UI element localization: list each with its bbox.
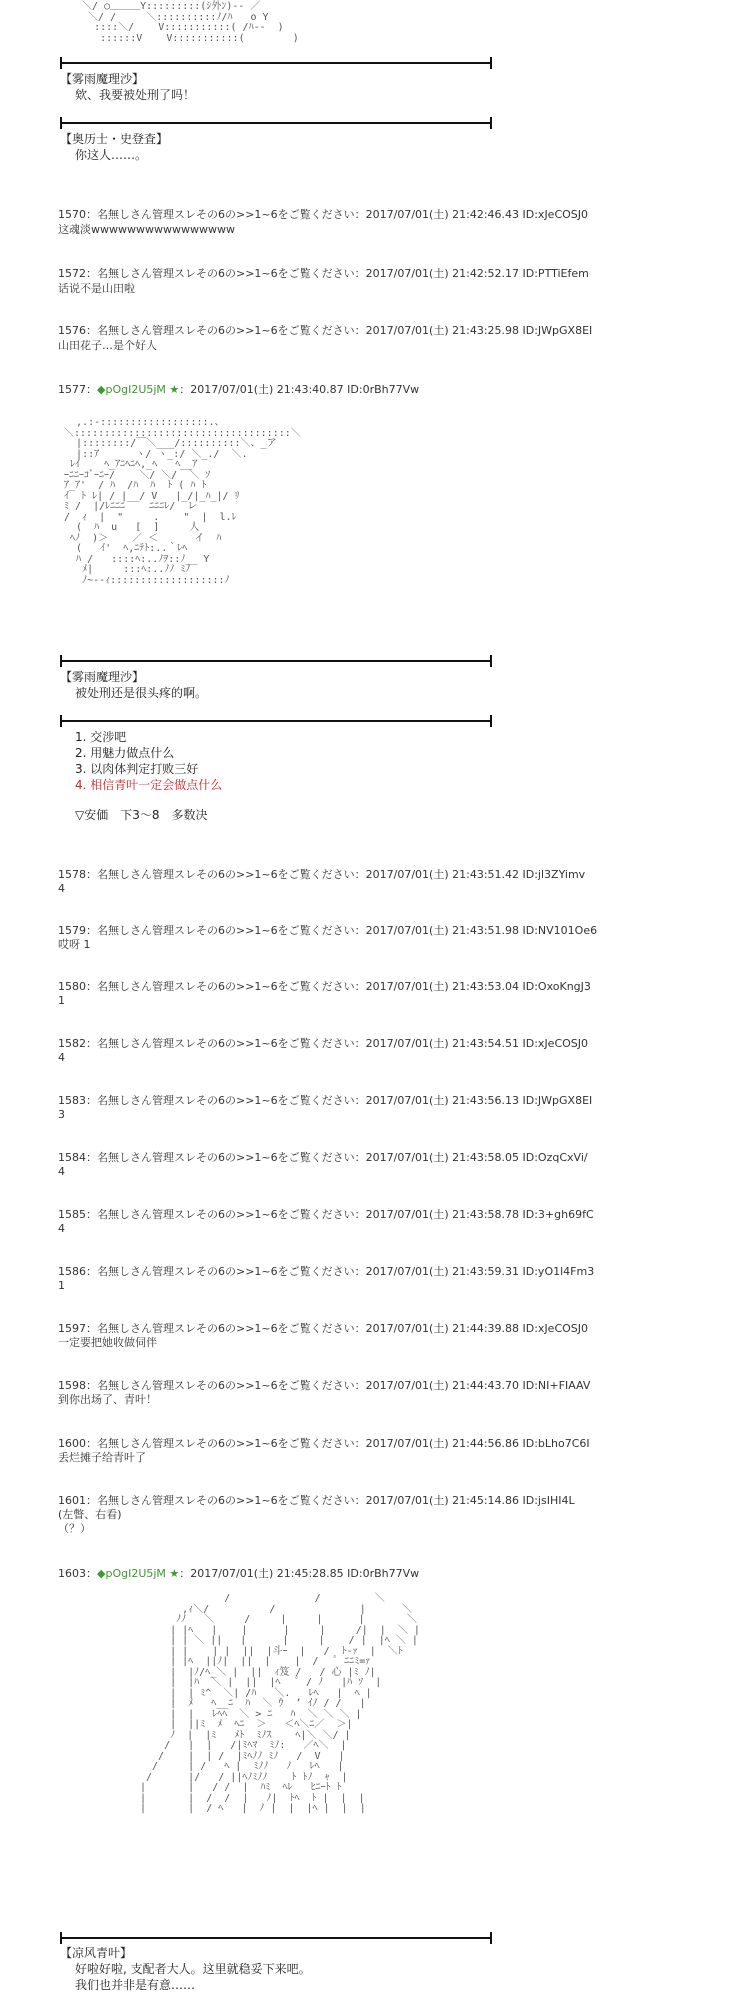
dialogue-line: 被处刑还是很头疼的啊。 xyxy=(75,686,208,700)
speaker-name: 【雾雨魔理沙】 xyxy=(60,72,145,86)
star-icon: ★ xyxy=(169,1567,180,1580)
post-header: 1578：名無しさん管理スレその6の>>1~6をご覧ください：2017/07/01(土) 21:43:51.42 ID:jl3ZYimv xyxy=(58,868,586,881)
author-trip: ◆pOgI2U5jM xyxy=(97,1567,166,1580)
post-header: 1586：名無しさん管理スレその6の>>1~6をご覧ください：2017/07/01(土) 21:43:59.31 ID:yO1l4Fm3 xyxy=(58,1265,595,1278)
speaker-name: 【奥历士・史登査】 xyxy=(60,132,169,146)
choice-item: 1. 交涉吧 xyxy=(75,730,127,744)
choice-item: 2. 用魅力做点什么 xyxy=(75,746,175,760)
divider-4 xyxy=(60,720,492,722)
post-header: 1585：名無しさん管理スレその6の>>1~6をご覧ください：2017/07/01(土) 21:43:58.78 ID:3+gh69fC xyxy=(58,1208,594,1221)
post-meta: ：2017/07/01(土) 21:43:40.87 ID:0rBh77Vw xyxy=(179,383,420,396)
post-body: 4 xyxy=(58,882,65,895)
ascii-art-top: ＼/ ○＿＿＿Y:::::::::(ｼ外ﾝ)-- ／ ＼/ / ＼::::::::::ﾉ/ﾊ o Y ::::＼/ V:::::::::::( /ﾊ-- ) ::::::V V:::::::::::( ) xyxy=(82,1,299,44)
author-post-header xyxy=(58,383,419,397)
post-body: 4 xyxy=(58,1222,65,1235)
post-header: 1600：名無しさん管理スレその6の>>1~6をご覧ください：2017/07/01(土) 21:44:56.86 ID:bLho7C6I xyxy=(58,1437,590,1450)
post-body: 话说不是山田啦 xyxy=(58,282,135,295)
post-body: (左瞥、右看) xyxy=(58,1508,122,1521)
post-body: 丢烂摊子给青叶了 xyxy=(58,1451,146,1464)
post-body: 1 xyxy=(58,994,65,1007)
speaker-name: 【凉风青叶】 xyxy=(60,1946,133,1960)
post-header: 1576：名無しさん管理スレその6の>>1~6をご覧ください：2017/07/01(土) 21:43:25.98 ID:JWpGX8EI xyxy=(58,324,593,337)
post-body: 4 xyxy=(58,1165,65,1178)
post-header: 1579：名無しさん管理スレその6の>>1~6をご覧ください：2017/07/01(土) 21:43:51.98 ID:NV101Oe6 xyxy=(58,924,598,937)
post-header: 1583：名無しさん管理スレその6の>>1~6をご覧ください：2017/07/01(土) 21:43:56.13 ID:JWpGX8EI xyxy=(58,1094,593,1107)
speaker-name: 【雾雨魔理沙】 xyxy=(60,670,145,684)
divider-1 xyxy=(60,62,492,64)
post-body: 一定要把她收做伺伴 xyxy=(58,1336,157,1349)
divider-3 xyxy=(60,660,492,662)
ascii-art-aoba: / / ＼ ,ｨ＼/ / | ＼ ﾉﾉ ＼ / | | | ＼ | |ﾍ | | | | /| | ＼ | | | ＼ || | | | / | |ﾍ ＼ | | | | | || |斗ｰ | / ﾄ-ｧ | ＼ﾄ | |ﾍ ||ﾉ| || | | / ﾟ ﾆﾆﾐ=ｧ | |ﾉ/ﾍ_＼ | || ｨ笈 / / 心 |ﾐ ﾉ| | |ﾊ ＼ | || |ﾍ ﾟ / ﾉ |ﾊ ｿ | | | ﾐ^ ＼| /ﾊ ＼. ﾚﾍ | ﾍ | | ﾒ ﾍ__ﾆ ﾊ ＼ ｳ ’ ｲﾉ / / | | | ﾚﾍﾍ ＼ > ﾆ ﾊ ＼ ＼ ＼ | | ||ﾐ ﾒ ﾍﾆ ＞ ＜ﾍ＼ﾆ／ ＞| ﾉ | |ﾐ ﾒﾄ ﾐﾉｽ ﾍ|＼ ＼/ | / | | /|ﾐﾍﾏ ﾐﾉ: ／ﾍ＼ | / | | / |ﾐﾍﾉﾉ ﾐﾉ / V | / | / ﾍ | ﾐﾉﾉ ﾉ ﾚﾍ | / |/ / ||ﾍﾉﾐﾉﾉ ﾄ ﾄﾉ ｬ | | | / / | ﾊﾐ ﾍﾚ ﾋﾆｰﾄ ﾄ | | / / | ﾉ| ﾄﾍ ﾄ | | | | | / ﾍ | ﾉ | | |ﾍ | | | xyxy=(140,1593,420,1814)
post-body: 哎呀 1 xyxy=(58,938,91,951)
choice-item-highlighted: 4. 相信青叶一定会做点什么 xyxy=(75,778,223,792)
post-body: 3 xyxy=(58,1108,65,1121)
author-post-header xyxy=(58,1567,419,1581)
post-body: 4 xyxy=(58,1051,65,1064)
post-header: 1584：名無しさん管理スレその6の>>1~6をご覧ください：2017/07/01(土) 21:43:58.05 ID:OzqCxVi/ xyxy=(58,1151,588,1164)
post-header: 1570：名無しさん管理スレその6の>>1~6をご覧ください：2017/07/01(土) 21:42:46.43 ID:xJeCOSJ0 xyxy=(58,208,589,221)
post-header: 1582：名無しさん管理スレその6の>>1~6をご覧ください：2017/07/01(土) 21:43:54.51 ID:xJeCOSJ0 xyxy=(58,1037,589,1050)
divider-5 xyxy=(60,1937,492,1939)
dialogue-line: 好啦好啦, 支配者大人。这里就稳妥下来吧。 xyxy=(75,1962,311,1976)
dialogue-line: 欸、我要被处刑了吗！ xyxy=(75,88,196,102)
post-body: 这魂淡wwwwwwwwwwwwwwww xyxy=(58,223,235,236)
post-meta: ：2017/07/01(土) 21:45:28.85 ID:0rBh77Vw xyxy=(179,1567,420,1580)
post-number: 1603： xyxy=(58,1567,97,1580)
post-body-line-2: （？） xyxy=(58,1522,91,1535)
post-header: 1598：名無しさん管理スレその6の>>1~6をご覧ください：2017/07/01(土) 21:44:43.70 ID:NI+FIAAV xyxy=(58,1379,591,1392)
dialogue-line-2: 我们也并非是有意…… xyxy=(75,1978,196,1992)
post-body: 1 xyxy=(58,1279,65,1292)
post-body: 山田花子…是个好人 xyxy=(58,339,157,352)
post-header: 1580：名無しさん管理スレその6の>>1~6をご覧ください：2017/07/01(土) 21:43:53.04 ID:OxoKngJ3 xyxy=(58,980,591,993)
dialogue-line: 你这人……。 xyxy=(75,148,148,162)
author-trip: ◆pOgI2U5jM xyxy=(97,383,166,396)
post-header: 1597：名無しさん管理スレその6の>>1~6をご覧ください：2017/07/01(土) 21:44:39.88 ID:xJeCOSJ0 xyxy=(58,1322,589,1335)
divider-2 xyxy=(60,122,492,124)
post-body: 到你出场了、青叶！ xyxy=(58,1393,157,1406)
vote-instruction: ▽安価 下3～8 多数决 xyxy=(75,808,208,822)
post-header: 1572：名無しさん管理スレその6の>>1~6をご覧ください：2017/07/01(土) 21:42:52.17 ID:PTTiEfem xyxy=(58,267,589,280)
ascii-art-marisa: ,.:-::::::::::::::::::.、 ＼::::::::::::::::::::::::::::::::::::＼ |::::::::/￣＼___/::::::::::＼、_ア |::ｱ ヽ/ ヽ_:/ ＼_./ ＼. ﾚｲ ﾍ_ｱﾆﾍﾆﾍ,_ﾍ ﾍ__ｱ ｰﾆﾆｰｺﾞｰﾆｰ/ ＼/ ＼/ ＼ ｿ ｱ_ｱ' / ﾊ /ﾊ ﾊ ﾄ ( ﾊ ﾄ ｲ ﾄ ﾚ| / |__/ V |_/|_ﾊ_|/ ﾘ ﾐ / |/ﾚﾆﾆﾆ ﾆﾆﾆﾚ/ レ / ｨ | " . " | l.ﾚ ( ﾊ u [ ] 人 ﾍﾉ )＞ ／ ＜ イ ﾊ ( ｲ' ﾍ,ﾆﾃﾄ:..｀ﾚﾍ ﾊ / ::::ﾍ:..ﾉｦ::ﾉ__ Y ﾒ| :::ﾍ:..ﾉﾉ ﾐﾉ ﾉ~--ｨ:::::::::::::::::::ﾉ xyxy=(64,417,301,586)
post-header: 1601：名無しさん管理スレその6の>>1~6をご覧ください：2017/07/01(土) 21:45:14.86 ID:jsIHI4L xyxy=(58,1494,575,1507)
star-icon: ★ xyxy=(169,383,180,396)
choice-item: 3. 以肉体判定打败三好 xyxy=(75,762,199,776)
post-number: 1577： xyxy=(58,383,97,396)
